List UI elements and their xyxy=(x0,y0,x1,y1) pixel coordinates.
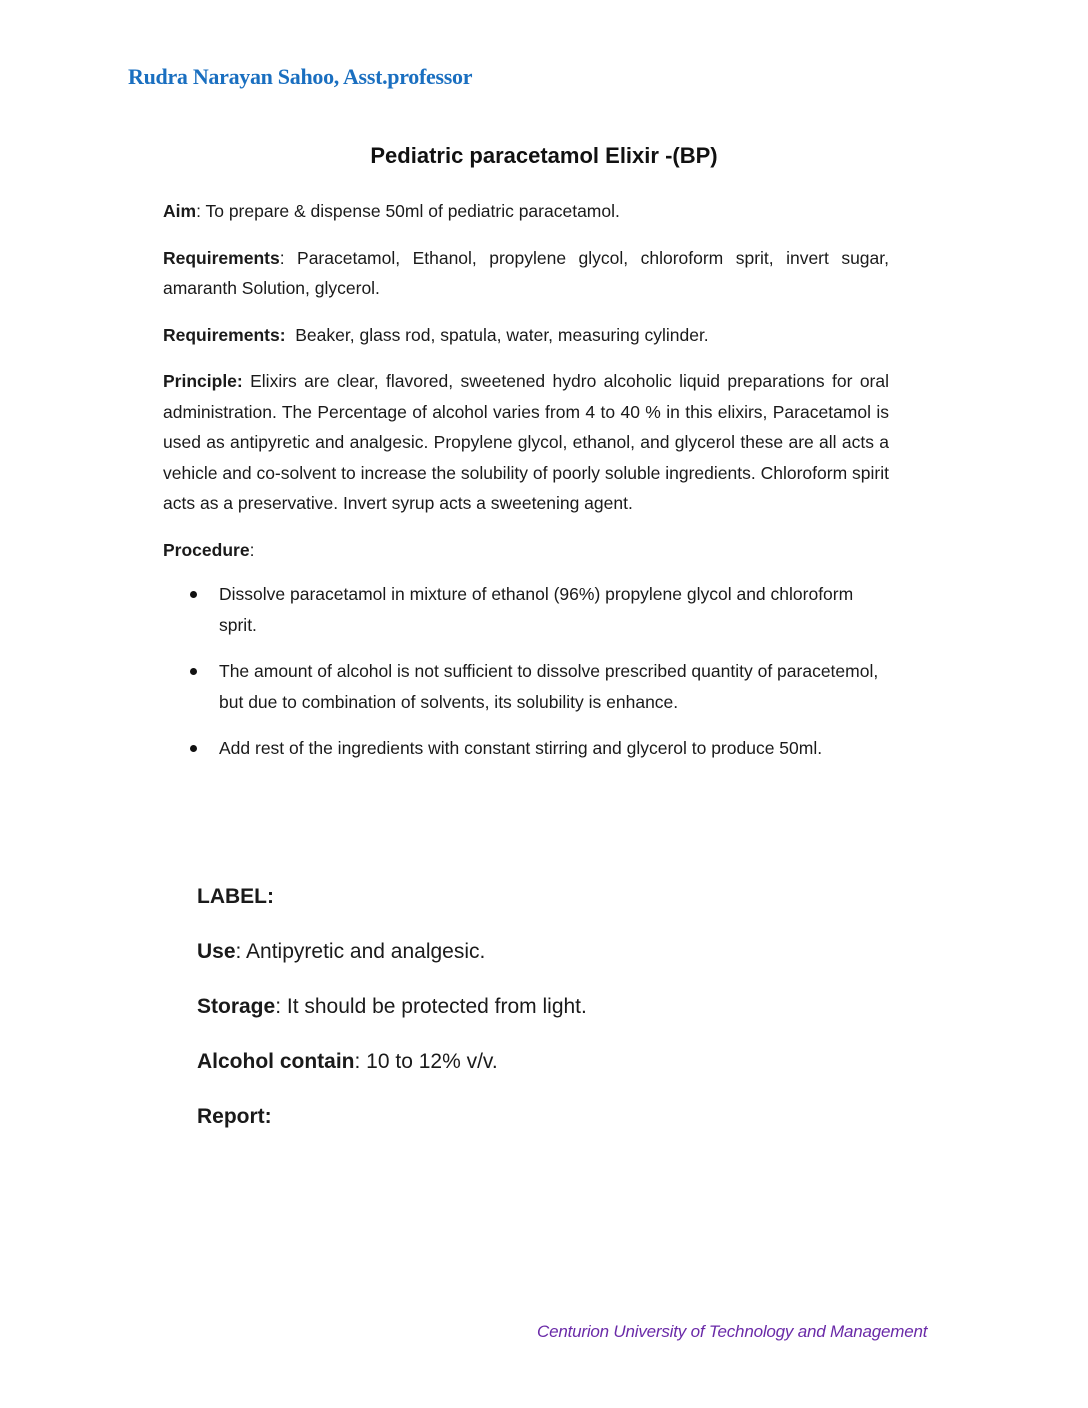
use-text: : Antipyretic and analgesic. xyxy=(235,940,486,963)
author-header: Rudra Narayan Sahoo, Asst.professor xyxy=(128,64,473,89)
document-body xyxy=(163,196,889,780)
principle-label: Principle: xyxy=(163,371,243,391)
label-section xyxy=(197,880,587,1155)
alcohol-line xyxy=(197,1045,587,1100)
bullet-icon xyxy=(190,591,197,598)
aim-text: : To prepare & dispense 50ml of pediatric paracetamol. xyxy=(196,201,620,221)
document-title: Pediatric paracetamol Elixir -(BP) xyxy=(370,143,718,168)
institution-footer: Centurion University of Technology and Management xyxy=(537,1322,928,1341)
procedure-step xyxy=(163,733,879,764)
procedure-step xyxy=(163,579,879,640)
alcohol-label: Alcohol contain xyxy=(197,1050,355,1073)
principle-text: Elixirs are clear, flavored, sweetened hydro alcoholic liquid preparations for oral administration. The Percentage of alcohol varies from 4 to 40 % in this elixirs, Paracetamol is used as antipyretic and analgesic. Propylene glycol, ethanol, and glycerol these are all acts a vehicle and co-solvent to increase the solubility of poorly soluble ingredients. Chloroform spirit acts as a preservative. Invert syrup acts a sweetening agent. xyxy=(163,371,889,513)
alcohol-text: : 10 to 12% v/v. xyxy=(354,1050,498,1073)
procedure-list xyxy=(163,579,889,764)
requirements-apparatus-text: Beaker, glass rod, spatula, water, measuring cylinder. xyxy=(285,324,709,345)
requirements-materials-paragraph xyxy=(163,243,889,304)
report-label: Report: xyxy=(197,1105,272,1128)
procedure-label: Procedure xyxy=(163,539,250,560)
requirements-materials-text: : Paracetamol, Ethanol, propylene glycol, chloroform sprit, invert sugar, amaranth Solution, glycerol. xyxy=(163,247,889,298)
procedure-heading xyxy=(163,535,889,566)
label-heading: LABEL: xyxy=(197,885,274,908)
use-line xyxy=(197,935,587,990)
bullet-icon xyxy=(190,745,197,752)
aim-paragraph xyxy=(163,196,889,227)
procedure-step xyxy=(163,656,879,717)
procedure-step-text: Dissolve paracetamol in mixture of ethanol (96%) propylene glycol and chloroform sprit. xyxy=(219,584,854,635)
storage-label: Storage xyxy=(197,995,276,1018)
storage-line xyxy=(197,990,587,1045)
storage-text: : It should be protected from light. xyxy=(275,995,587,1018)
aim-label: Aim xyxy=(163,201,197,221)
principle-paragraph xyxy=(163,366,889,519)
use-label: Use xyxy=(197,940,236,963)
bullet-icon xyxy=(190,668,197,675)
procedure-colon: : xyxy=(249,539,255,560)
requirements-label: Requirements xyxy=(163,247,280,268)
procedure-step-text: The amount of alcohol is not sufficient to dissolve prescribed quantity of paracetemol, but due to combination of solvents, its solubility is enhance. xyxy=(219,661,879,712)
requirements-label-2: Requirements: xyxy=(163,324,286,345)
requirements-apparatus-paragraph xyxy=(163,320,889,351)
procedure-step-text: Add rest of the ingredients with constant stirring and glycerol to produce 50ml. xyxy=(219,738,823,758)
